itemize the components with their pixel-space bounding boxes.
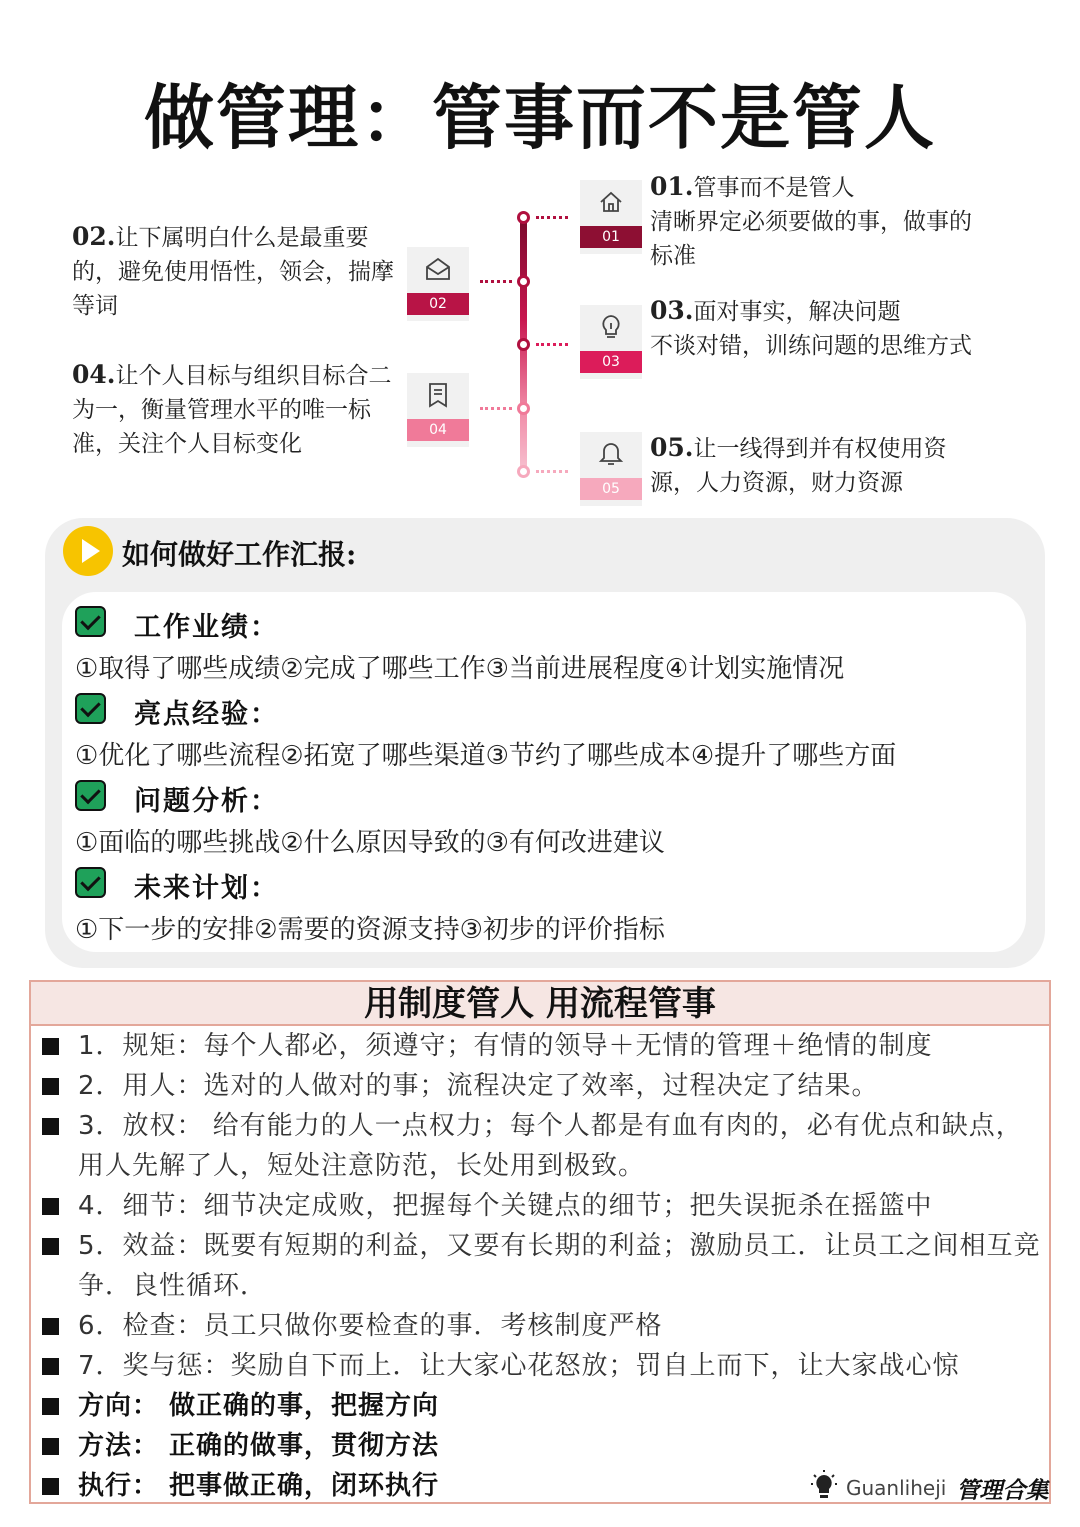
report-section-head: 工作业绩： [134,612,279,643]
checkbox-checked-icon [75,867,106,898]
report-section-head: 未来计划： [134,873,279,904]
bullet-square-icon [42,1478,59,1495]
timeline-dot [517,211,530,224]
bell-icon [580,432,642,476]
report-section-head: 亮点经验： [134,699,279,730]
report-section-body: ①优化了哪些流程②拓宽了哪些渠道③节约了哪些成本④提升了哪些方面 [75,741,897,771]
report-section-body: ①取得了哪些成绩②完成了哪些工作③当前进展程度④计划实施情况 [75,654,845,684]
rule-item-bold: 方向： 做正确的事，把握方向 [78,1391,440,1421]
rule-item: 5．效益：既要有短期的利益，又要有长期的利益；激励员工．让员工之间相互竞争．良性循环． [78,1231,1041,1301]
bullet-square-icon [42,1238,59,1255]
checkbox-checked-icon [75,780,106,811]
document-icon [407,373,469,417]
rules-title: 用制度管人 用流程管事 [31,982,1049,1026]
report-section-body: ①下一步的安排②需要的资源支持③初步的评价指标 [75,915,665,945]
timeline-connector [536,216,568,219]
timeline-connector [480,407,512,410]
timeline-tile-03: 03 [580,305,642,379]
bullet-square-icon [42,1198,59,1215]
timeline-text-01: 01.管事而不是管人 清晰界定必须要做的事，做事的标准 [650,172,972,269]
page-title: 做管理：管事而不是管人 [144,76,936,159]
timeline-connector [536,470,568,473]
brand-logo [810,1468,1048,1508]
timeline-tile-04: 04 [407,373,469,447]
report-title: 如何做好工作汇报: [122,538,357,571]
bullet-square-icon [42,1438,59,1455]
timeline-text-04: 04.让个人目标与组织目标合二为一，衡量管理水平的唯一标准，关注个人目标变化 [72,360,392,457]
rule-item: 7．奖与惩：奖励自下而上．让大家心花怒放；罚自上而下，让大家战心惊 [78,1351,960,1381]
timeline-dot [517,465,530,478]
timeline-dot [517,275,530,288]
bullet-square-icon [42,1078,59,1095]
timeline-connector [536,343,568,346]
play-icon [63,526,113,576]
bullet-square-icon [42,1118,59,1135]
bullet-square-icon [42,1318,59,1335]
rule-item: 6．检查：员工只做你要检查的事．考核制度严格 [78,1311,663,1341]
rule-item: 1．规矩：每个人都必，须遵守；有情的领导＋无情的管理＋绝情的制度 [78,1031,933,1061]
rule-item: 2．用人：选对的人做对的事；流程决定了效率，过程决定了结果。 [78,1071,879,1101]
envelope-icon [407,247,469,291]
brand-name-cn: 管理合集 [956,1476,1049,1504]
timeline-connector [480,280,512,283]
bullet-square-icon [42,1038,59,1055]
checkbox-checked-icon [75,693,106,724]
timeline-tile-01: 01 [580,180,642,254]
timeline-text-03: 03.面对事实，解决问题 不谈对错，训练问题的思维方式 [650,296,972,359]
timeline-dot [517,402,530,415]
rule-item-bold: 方法： 正确的做事，贯彻方法 [78,1431,440,1461]
timeline-text-05: 05.让一线得到并有权使用资源，人力资源，财力资源 [650,433,947,496]
rule-item-bold: 执行： 把事做正确，闭环执行 [78,1471,440,1501]
bullet-square-icon [42,1358,59,1375]
lightbulb-logo-icon [810,1469,838,1508]
lightbulb-icon [580,305,642,349]
rule-item: 3．放权： 给有能力的人一点权力；每个人都是有血有肉的，必有优点和缺点，用人先解了人，短处注意防范，长处用到极致。 [78,1111,1023,1181]
bullet-square-icon [42,1398,59,1415]
rule-item: 4．细节：细节决定成败，把握每个关键点的细节；把失误扼杀在摇篮中 [78,1191,933,1221]
timeline-dot [517,338,530,351]
report-section-body: ①面临的哪些挑战②什么原因导致的③有何改进建议 [75,828,665,858]
timeline-tile-05: 05 [580,432,642,506]
report-section-head: 问题分析： [134,786,279,817]
brand-name-en: Guanliheji [846,1476,947,1500]
home-icon [580,180,642,224]
timeline-tile-02: 02 [407,247,469,321]
timeline-text-02: 02.让下属明白什么是最重要的，避免使用悟性，领会，揣摩等词 [72,222,394,319]
checkbox-checked-icon [75,606,106,637]
